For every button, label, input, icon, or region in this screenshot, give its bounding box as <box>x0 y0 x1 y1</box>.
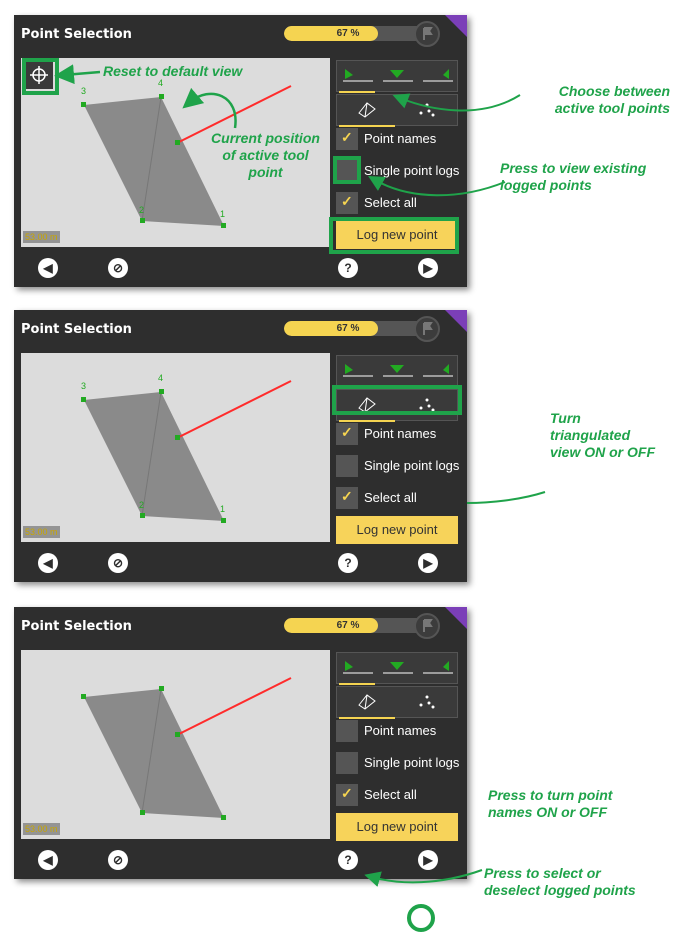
tool-tip-icon <box>339 356 375 384</box>
annotation-press-select <box>484 865 674 899</box>
highlight-reset <box>22 58 59 95</box>
help-button[interactable]: ? <box>338 258 358 278</box>
tool-tip-button[interactable] <box>339 356 375 388</box>
view-mode-selector <box>336 94 458 126</box>
scale-label: 53.00 m <box>25 527 58 537</box>
flag-button[interactable] <box>414 21 440 47</box>
log-new-point-button[interactable]: Log new point <box>336 516 458 544</box>
point-view-button[interactable] <box>399 95 455 125</box>
annotation-line: Press to view existing <box>500 160 647 176</box>
screen-panel-2 <box>14 310 467 582</box>
tool-line <box>177 381 291 438</box>
survey-point <box>221 223 226 228</box>
point-names-checkbox[interactable] <box>336 423 358 445</box>
tool-edge-icon <box>419 653 455 681</box>
tool-edge-button[interactable] <box>419 356 455 386</box>
progress-bar <box>284 26 424 41</box>
single-point-logs-checkbox[interactable] <box>336 752 358 774</box>
single-point-logs-label: Single point logs <box>364 458 460 473</box>
triangulated-view-button[interactable] <box>339 687 395 719</box>
tool-tip-button[interactable] <box>339 653 375 685</box>
point-names-checkbox[interactable] <box>336 128 358 150</box>
next-button[interactable]: ▶ <box>418 850 438 870</box>
log-new-point-button[interactable]: Log new point <box>336 813 458 841</box>
tool-edge-icon <box>419 356 455 384</box>
point-label: 4 <box>158 78 164 88</box>
tool-edge-icon <box>419 61 455 89</box>
point-label: 4 <box>158 373 164 383</box>
tool-edge-button[interactable] <box>419 653 455 683</box>
select-all-checkbox[interactable] <box>336 784 358 806</box>
progress-bar <box>284 321 424 336</box>
back-button[interactable]: ◀ <box>38 553 58 573</box>
tool-mode-selector <box>336 60 458 92</box>
tool-center-icon <box>379 61 415 89</box>
annotation-line: of active tool <box>222 147 309 163</box>
triangulated-surface <box>21 650 330 839</box>
point-cloud-view-icon <box>399 95 455 123</box>
triangulated-view-button[interactable] <box>339 95 395 127</box>
point-names-label: Point names <box>364 131 437 146</box>
point-names-label: Point names <box>364 723 437 738</box>
page-title: Point Selection <box>21 27 132 42</box>
help-button[interactable]: ? <box>338 850 358 870</box>
annotation-line: active tool points <box>554 100 670 116</box>
progress-text: 67 % <box>336 28 360 39</box>
survey-point <box>140 810 145 815</box>
tool-center-button[interactable] <box>379 61 415 91</box>
single-point-logs-label: Single point logs <box>364 755 460 770</box>
tool-edge-button[interactable] <box>419 61 455 91</box>
highlight-single-point-logs <box>333 156 361 184</box>
flag-icon <box>416 615 438 637</box>
annotation-line: Press to turn point <box>488 787 613 803</box>
flag-icon <box>416 23 438 45</box>
corner-accent <box>445 607 467 629</box>
select-all-checkbox[interactable] <box>336 487 358 509</box>
point-label: 2 <box>139 500 145 510</box>
progress-bar <box>284 618 424 633</box>
highlight-view-mode <box>332 385 462 415</box>
cancel-button[interactable]: ⊘ <box>108 553 128 573</box>
single-point-logs-checkbox[interactable] <box>336 455 358 477</box>
survey-point <box>159 94 164 99</box>
annotation-choose <box>520 83 670 117</box>
tool-tip-icon <box>339 61 375 89</box>
map-view[interactable] <box>21 650 330 839</box>
annotation-press-view <box>500 160 670 194</box>
cancel-button[interactable]: ⊘ <box>108 258 128 278</box>
annotation-line: names ON or OFF <box>488 804 608 820</box>
annotation-turn-triangulated <box>550 410 660 461</box>
annotation-line: point <box>248 164 283 180</box>
annotation-line: deselect logged points <box>484 882 636 898</box>
point-view-button[interactable] <box>399 687 455 717</box>
scale-label: 53.00 m <box>25 824 58 834</box>
active-tool-point <box>175 140 180 145</box>
point-names-label: Point names <box>364 426 437 441</box>
point-label: 1 <box>220 209 226 219</box>
tool-tip-button[interactable] <box>339 61 375 93</box>
active-tool-point <box>175 435 180 440</box>
annotation-line: Press to select or <box>484 865 601 881</box>
annotation-line: logged points <box>500 177 592 193</box>
triangulated-view-icon <box>339 687 395 715</box>
select-all-label: Select all <box>364 490 417 505</box>
page-title: Point Selection <box>21 619 132 634</box>
corner-accent <box>445 310 467 332</box>
point-label: 3 <box>81 86 87 96</box>
survey-point <box>221 518 226 523</box>
annotation-line: triangulated <box>550 427 631 443</box>
tool-center-button[interactable] <box>379 356 415 386</box>
annotation-press-names <box>488 787 658 821</box>
progress-text: 67 % <box>336 323 360 334</box>
point-cloud-view-icon <box>399 687 455 715</box>
survey-point <box>221 815 226 820</box>
flag-icon <box>416 318 438 340</box>
next-button[interactable]: ▶ <box>418 553 438 573</box>
tool-center-button[interactable] <box>379 653 415 683</box>
survey-point <box>81 694 86 699</box>
survey-point <box>159 389 164 394</box>
help-button[interactable]: ? <box>338 553 358 573</box>
log-new-point-button[interactable]: Log new point <box>336 221 458 249</box>
highlight-log-button <box>329 217 459 254</box>
annotation-line: Choose between <box>558 83 670 99</box>
back-button[interactable]: ◀ <box>38 258 58 278</box>
survey-point <box>81 397 86 402</box>
progress-text: 67 % <box>336 620 360 631</box>
next-button[interactable]: ▶ <box>418 258 438 278</box>
select-all-label: Select all <box>364 195 417 210</box>
point-names-checkbox[interactable] <box>336 720 358 742</box>
tool-mode-selector <box>336 652 458 684</box>
scale-label: 53.00 m <box>25 232 58 242</box>
single-point-logs-label: Single point logs <box>364 163 460 178</box>
cancel-button[interactable]: ⊘ <box>108 850 128 870</box>
corner-accent <box>445 15 467 37</box>
tool-center-icon <box>379 653 415 681</box>
annotation-line: view ON or OFF <box>550 444 656 460</box>
triangulated-surface <box>21 353 330 542</box>
back-button[interactable]: ◀ <box>38 850 58 870</box>
select-all-checkbox[interactable] <box>336 192 358 214</box>
view-mode-selector <box>336 686 458 718</box>
annotation-line: Turn <box>550 410 581 426</box>
survey-point <box>81 102 86 107</box>
point-label: 1 <box>220 504 226 514</box>
tool-mode-selector <box>336 355 458 387</box>
triangulated-view-icon <box>339 95 395 123</box>
annotation-line: Current position <box>211 130 320 146</box>
active-tool-point <box>175 732 180 737</box>
map-view[interactable] <box>21 353 330 542</box>
point-label: 3 <box>81 381 87 391</box>
survey-point <box>140 218 145 223</box>
tool-line <box>177 678 291 735</box>
tool-center-icon <box>379 356 415 384</box>
annotation-current-position <box>203 130 328 181</box>
point-label: 2 <box>139 205 145 215</box>
survey-point <box>159 686 164 691</box>
status-circle-icon <box>409 906 433 930</box>
select-all-label: Select all <box>364 787 417 802</box>
annotation-reset: Reset to default view <box>103 63 243 79</box>
page-title: Point Selection <box>21 322 132 337</box>
screen-panel-3 <box>14 607 467 879</box>
flag-button[interactable] <box>414 613 440 639</box>
flag-button[interactable] <box>414 316 440 342</box>
tool-tip-icon <box>339 653 375 681</box>
survey-point <box>140 513 145 518</box>
